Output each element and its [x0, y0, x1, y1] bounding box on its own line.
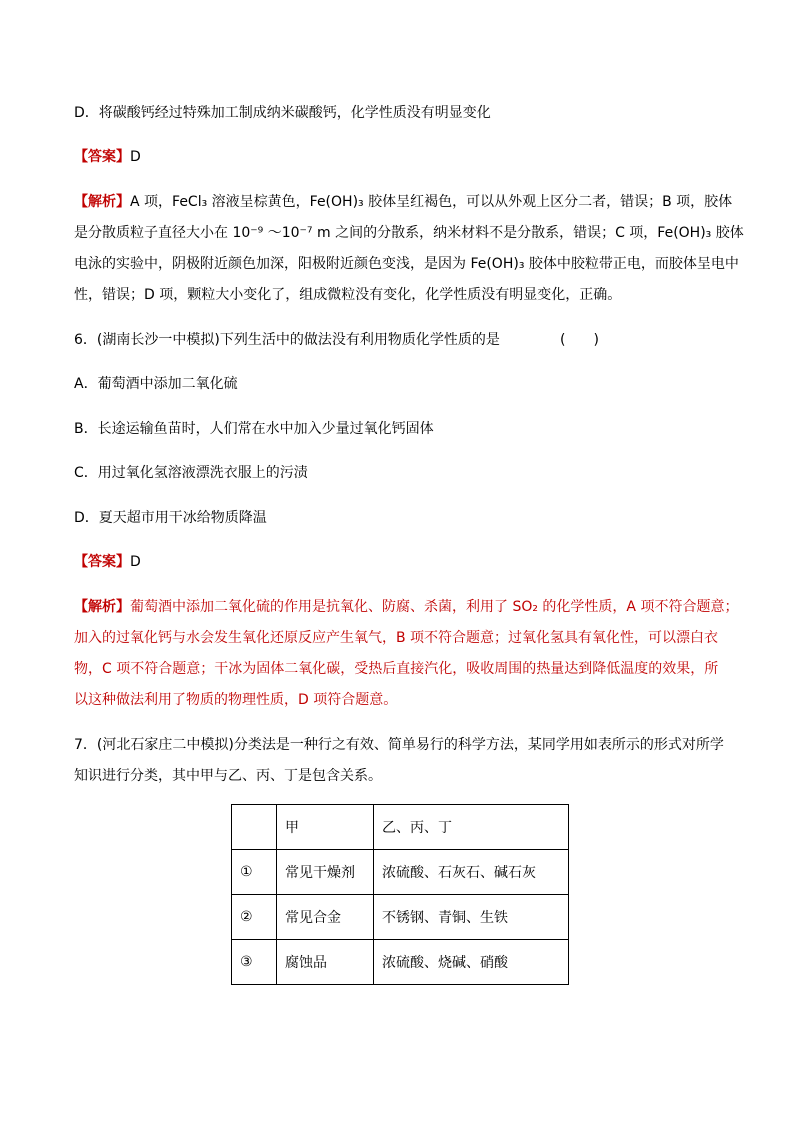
- table-cell: 乙、丙、丁: [374, 805, 569, 850]
- table-row: [232, 850, 569, 895]
- analysis-label: 【解析】: [74, 194, 130, 210]
- table-header-row: [232, 805, 569, 850]
- table-cell: ③: [232, 940, 277, 985]
- table-cell: [232, 805, 277, 850]
- q7-stem-line-1: 7．(河北石家庄二中模拟)分类法是一种行之有效、简单易行的科学方法，某同学用如表所示的形式对所学: [74, 737, 724, 753]
- answer-label: 【答案】: [74, 149, 130, 165]
- q6-analysis-line-2: 加入的过氧化钙与水会发生氧化还原反应产生氧气，B 项不符合题意；过氧化氢具有氧化性，可以漂白衣: [74, 630, 719, 646]
- q5-analysis-line-2: 是分散质粒子直径大小在 10⁻⁹ ～10⁻⁷ m 之间的分散系，纳米材料不是分散系，错误；C 项，Fe(OH)₃ 胶体: [74, 225, 744, 241]
- table-row: [232, 895, 569, 940]
- table-cell: 甲: [277, 805, 374, 850]
- analysis-text: A 项，FeCl₃ 溶液呈棕黄色，Fe(OH)₃ 胶体呈红褐色，可以从外观上区分二者，错误；B 项，胶体: [130, 194, 733, 210]
- q6-analysis-line-4: 以这种做法利用了物质的物理性质，D 项符合题意。: [74, 692, 398, 708]
- classification-table: [231, 804, 569, 985]
- q6-option-a: A．葡萄酒中添加二氧化硫: [74, 376, 238, 392]
- table-row: [232, 940, 569, 985]
- answer-value: D: [130, 149, 141, 165]
- q5-analysis-line-4: 性，错误；D 项，颗粒大小变化了，组成微粒没有变化，化学性质没有明显变化，正确。: [74, 287, 622, 303]
- answer-value: D: [130, 554, 141, 570]
- q5-analysis-line-1: [74, 192, 732, 212]
- q5-analysis-line-3: 电泳的实验中，阴极附近颜色加深，阳极附近颜色变浅，是因为 Fe(OH)₃ 胶体中胶粒带正电，而胶体呈电中: [74, 256, 739, 272]
- table-cell: 腐蚀品: [277, 940, 374, 985]
- table-cell: 浓硫酸、石灰石、碱石灰: [374, 850, 569, 895]
- q6-option-c: C．用过氧化氢溶液漂洗衣服上的污渍: [74, 465, 308, 481]
- table-cell: ②: [232, 895, 277, 940]
- q6-analysis-line-3: 物，C 项不符合题意；干冰为固体二氧化碳，受热后直接汽化，吸收周围的热量达到降低温度的效果，所: [74, 661, 719, 677]
- q6-answer-bracket: ( ): [560, 332, 599, 348]
- table-cell: 浓硫酸、烧碱、硝酸: [374, 940, 569, 985]
- table-cell: 不锈钢、青铜、生铁: [374, 895, 569, 940]
- answer-label: 【答案】: [74, 554, 130, 570]
- analysis-label: 【解析】: [74, 599, 130, 615]
- q6-option-b: B．长途运输鱼苗时，人们常在水中加入少量过氧化钙固体: [74, 421, 434, 437]
- q6-option-d: D．夏天超市用干冰给物质降温: [74, 510, 267, 526]
- table-cell: ①: [232, 850, 277, 895]
- q6-stem: [74, 330, 500, 350]
- analysis-text: 葡萄酒中添加二氧化硫的作用是抗氧化、防腐、杀菌，利用了 SO₂ 的化学性质，A 项不符合题意；: [130, 599, 739, 615]
- q6-answer: [74, 552, 141, 572]
- q6-analysis-line-1: [74, 597, 738, 617]
- table-cell: 常见干燥剂: [277, 850, 374, 895]
- q6-stem-text: 6．(湖南长沙一中模拟)下列生活中的做法没有利用物质化学性质的是: [74, 332, 500, 348]
- q7-stem-line-2: 知识进行分类，其中甲与乙、丙、丁是包含关系。: [74, 768, 382, 784]
- q5-answer: [74, 147, 141, 167]
- table-cell: 常见合金: [277, 895, 374, 940]
- q5-option-d: D．将碳酸钙经过特殊加工制成纳米碳酸钙，化学性质没有明显变化: [74, 105, 491, 121]
